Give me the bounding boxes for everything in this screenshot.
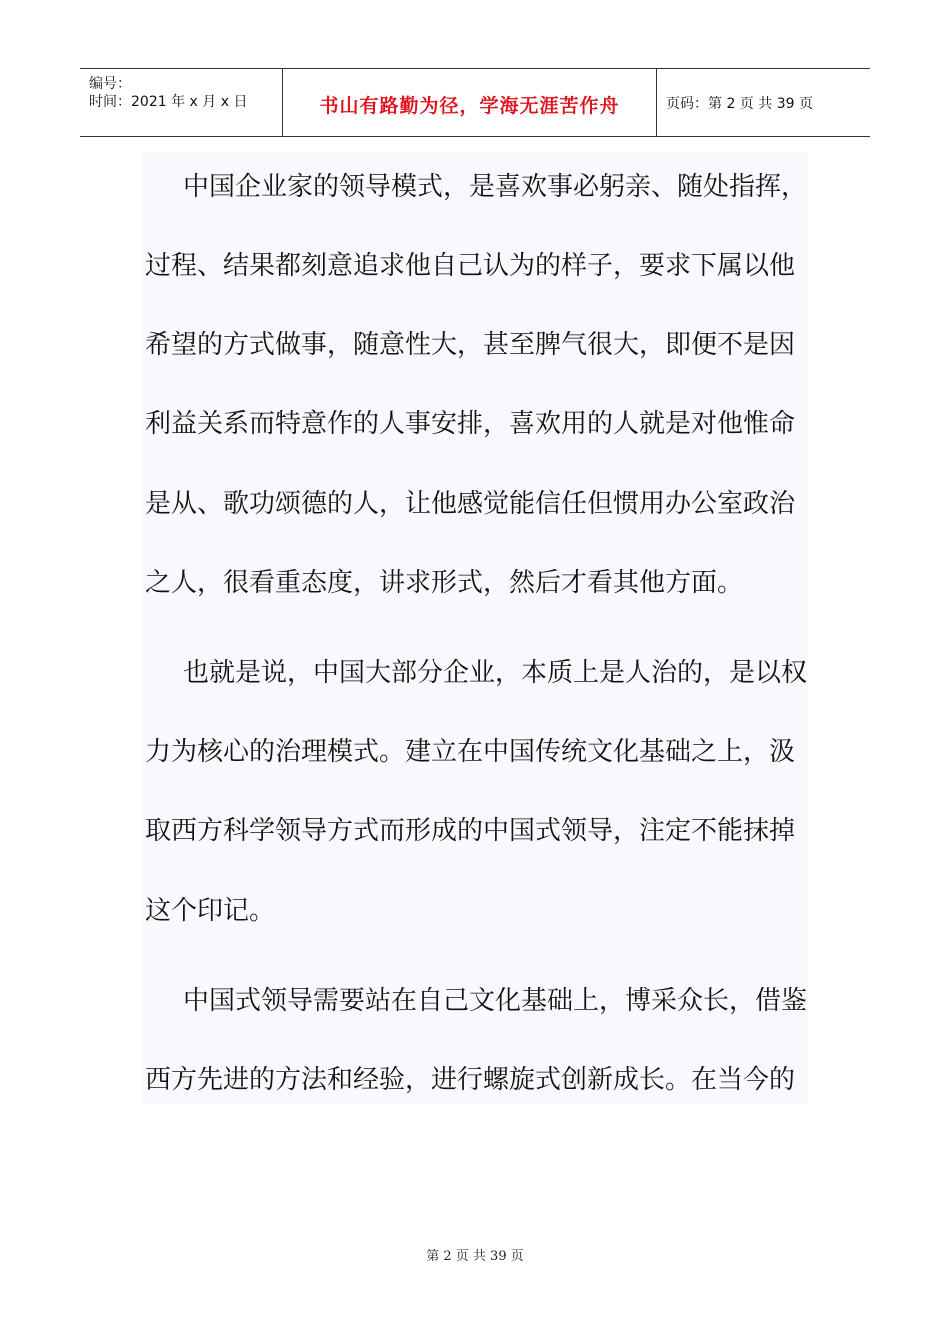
paragraph-3-line-1: 中国式领导需要站在自己文化基础上，博采众长，借鉴: [183, 986, 808, 1016]
header-right-cell: [657, 69, 870, 136]
document-body: [141, 152, 808, 1104]
document-code-label: 编号：: [89, 76, 131, 92]
paragraph-1-line-2: 过程、结果都刻意追求他自己认为的样子，要求下属以他: [145, 251, 796, 281]
page-footer: 第 2 页 共 39 页: [426, 1249, 524, 1264]
paragraph-1-line-4: 利益关系而特意作的人事安排，喜欢用的人就是对他惟命: [145, 409, 796, 439]
header-motto: 书山有路勤为径，学海无涯苦作舟: [319, 95, 620, 117]
paragraph-3-line-2: 西方先进的方法和经验，进行螺旋式创新成长。在当今的: [145, 1065, 796, 1095]
paragraph-2-line-2: 力为核心的治理模式。建立在中国传统文化基础之上，汲: [145, 737, 796, 767]
paragraph-1-line-5: 是从、歌功颂德的人，让他感觉能信任但惯用办公室政治: [145, 489, 796, 519]
header-left-cell: [80, 69, 283, 136]
paragraph-1-line-3: 希望的方式做事，随意性大，甚至脾气很大，即便不是因: [145, 330, 796, 360]
header-middle-cell: [283, 69, 657, 136]
paragraph-2-line-3: 取西方科学领导方式而形成的中国式领导，注定不能抹掉: [145, 816, 796, 846]
paragraph-2-line-1: 也就是说，中国大部分企业，本质上是人治的，是以权: [183, 658, 808, 688]
paragraph-2-line-4: 这个印记。: [145, 896, 276, 926]
paragraph-1-line-1: 中国企业家的领导模式，是喜欢事必躬亲、随处指挥，: [183, 172, 808, 202]
document-time-label: 时间：2021 年 x 月 x 日: [89, 94, 248, 110]
header-page-info: 页码：第 2 页 共 39 页: [666, 96, 813, 112]
page-header: [80, 68, 870, 137]
paragraph-1-line-6: 之人，很看重态度，讲求形式，然后才看其他方面。: [145, 568, 744, 598]
